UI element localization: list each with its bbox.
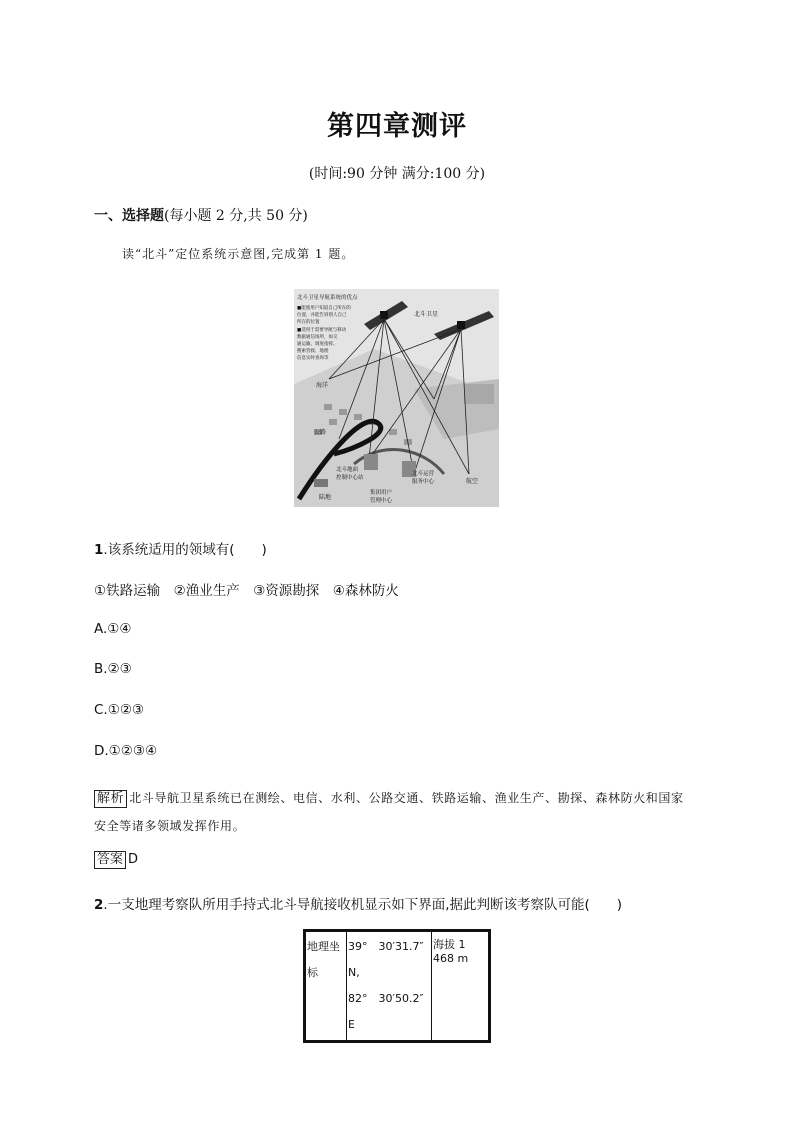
aviation-label: 航空	[466, 478, 479, 485]
question-text: .该系统适用的领域有( )	[103, 542, 267, 558]
explanation-tag: 解析	[94, 790, 127, 808]
question-number: 2	[94, 897, 104, 913]
figure-box-title: 北斗卫星导航系统的优点	[297, 295, 358, 301]
satellite-label: 北斗卫星	[414, 311, 439, 318]
ocean-label: 海洋	[316, 382, 329, 389]
svg-text:管理中心: 管理中心	[370, 498, 393, 504]
svg-text:北斗地面: 北斗地面	[336, 467, 359, 473]
section-heading	[94, 205, 308, 225]
longitude: 82° 30′50.2″ E	[348, 992, 424, 1031]
coordinate-values	[347, 931, 432, 1042]
page-title: 第四章测评	[327, 111, 467, 142]
svg-text:所在的位置: 所在的位置	[297, 320, 320, 325]
svg-text:控制中心站: 控制中心站	[336, 475, 364, 481]
explanation-text: 北斗导航卫星系统已在测绘、电信、水利、公路交通、铁路运输、渔业生产、勘探、森林防火和国家安全等诸多领域发挥作用。	[94, 791, 684, 833]
svg-text:数据通信场所，如交: 数据通信场所，如交	[297, 335, 338, 340]
figure-intro: 读“北斗”定位系统示意图,完成第 1 题。	[122, 247, 355, 261]
answer-tag: 答案	[94, 851, 126, 869]
question-number: 1	[94, 542, 104, 558]
answer-value: D	[128, 852, 139, 867]
option-a: A.①④	[94, 621, 132, 637]
question-2	[94, 893, 622, 913]
altitude: 海拔 1 468 m	[432, 931, 490, 1042]
exam-info: (时间:90 分钟 满分:100 分)	[308, 166, 486, 182]
coordinate-label: 地理坐标	[305, 931, 347, 1042]
gps-readout-table	[303, 929, 491, 1043]
question-1	[94, 538, 267, 558]
svg-text:集团用户: 集团用户	[370, 490, 393, 496]
svg-text:服务中心: 服务中心	[412, 479, 435, 485]
section-label: 一、选择题	[94, 208, 164, 224]
question-text: .一支地理考察队所用手持式北斗导航接收机显示如下界面,据此判断该考察队可能( )	[103, 897, 623, 913]
latitude: 39° 30′31.7″ N,	[348, 940, 424, 979]
road-label: 公路	[314, 429, 327, 436]
land-label: 陆地	[319, 494, 332, 501]
svg-text:信息实时查询等: 信息实时查询等	[297, 356, 329, 361]
svg-text:搜索营救、地理: 搜索营救、地理	[297, 349, 329, 354]
explanation	[94, 784, 694, 840]
answer	[94, 851, 138, 869]
question-items: ①铁路运输 ②渔业生产 ③资源勘探 ④森林防火	[94, 583, 399, 599]
svg-text:北斗运营: 北斗运营	[412, 471, 435, 477]
section-note: (每小题 2 分,共 50 分)	[164, 208, 308, 224]
svg-text:位置，并能告诉别人自己: 位置，并能告诉别人自己	[297, 313, 347, 318]
svg-text:■能使用户知道自己所在的: ■能使用户知道自己所在的	[297, 306, 351, 311]
svg-text:■适用于需要导航与移动: ■适用于需要导航与移动	[297, 328, 347, 333]
option-c: C.①②③	[94, 702, 145, 718]
svg-text:通运输、调度指挥、: 通运输、调度指挥、	[297, 342, 338, 347]
beidou-system-figure	[294, 289, 499, 507]
option-b: B.②③	[94, 661, 132, 677]
option-d: D.①②③④	[94, 743, 158, 759]
